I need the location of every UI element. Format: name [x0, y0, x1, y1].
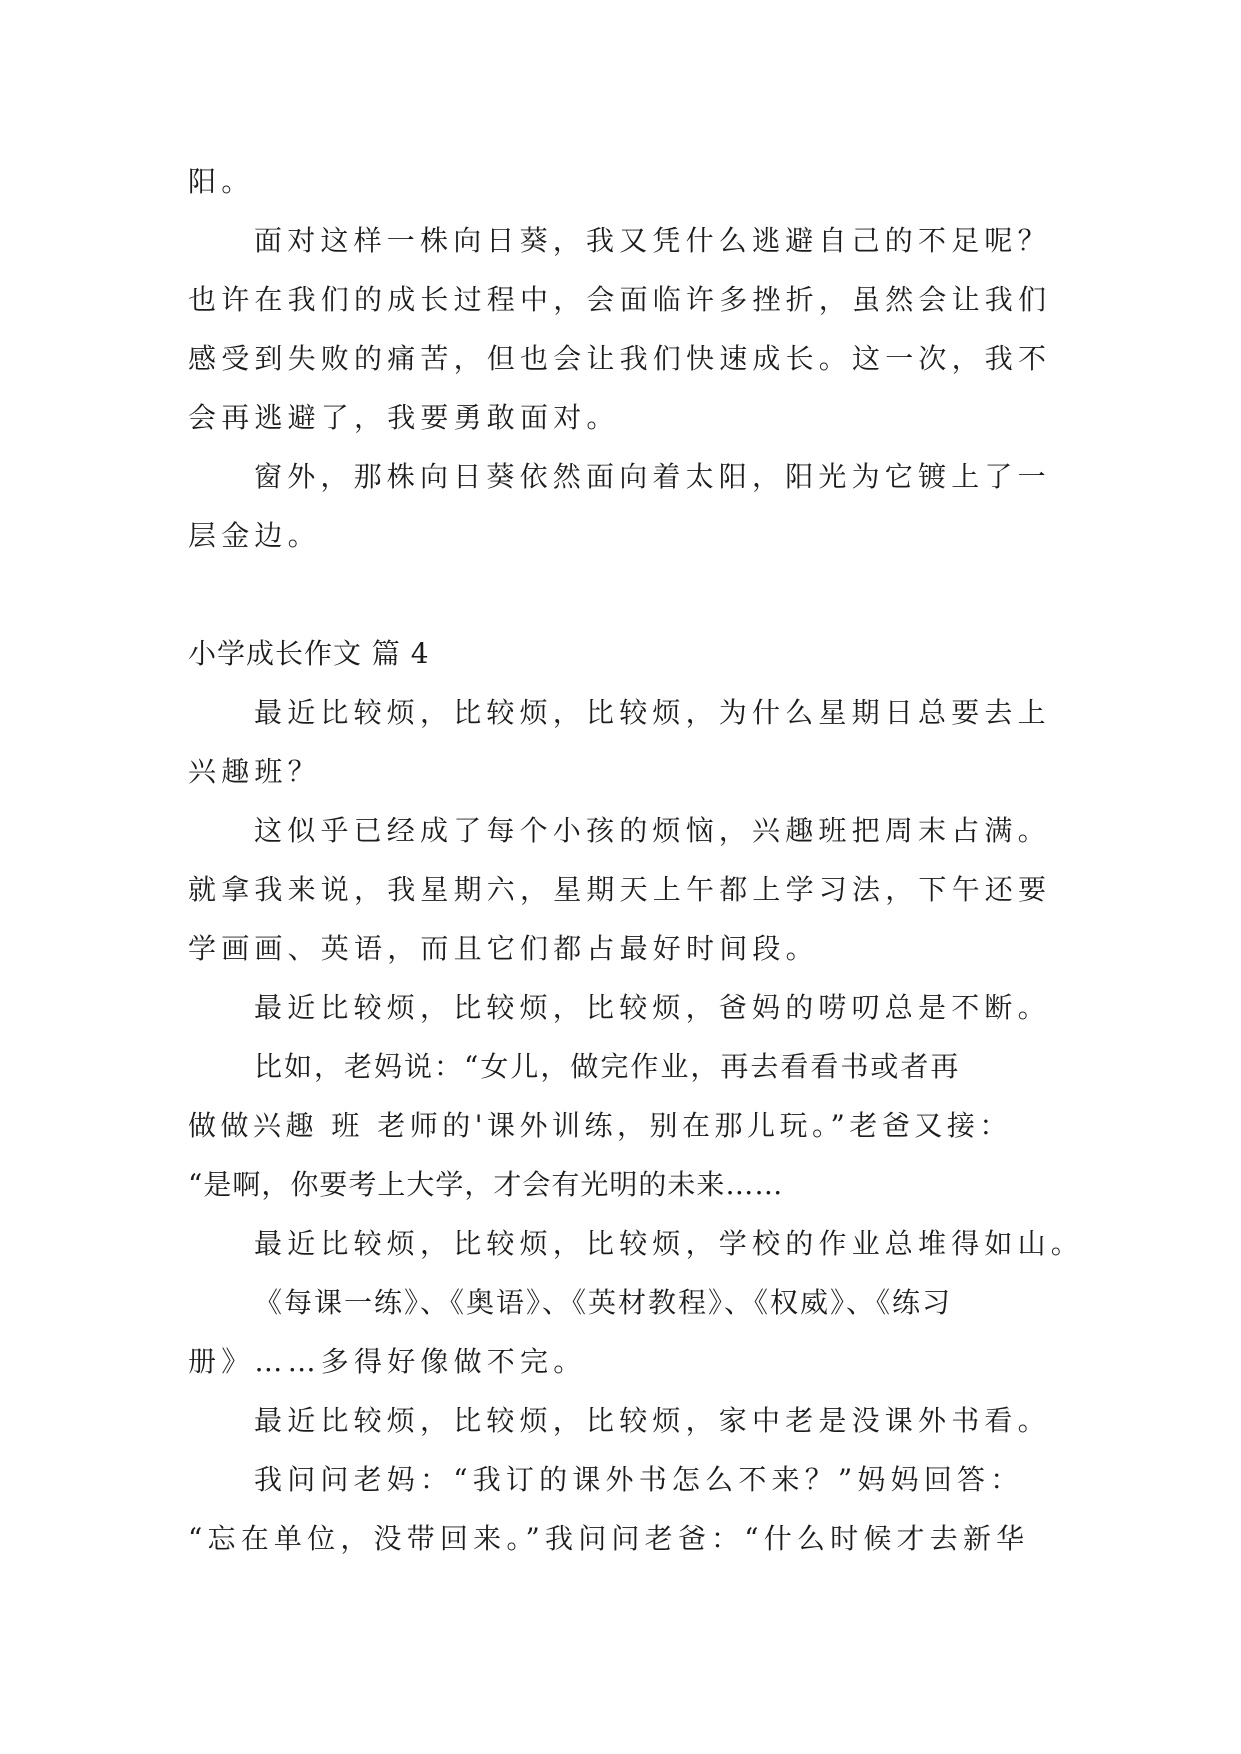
text-line: 最近比较烦，比较烦，比较烦，家中老是没课外书看。 [254, 1404, 1051, 1437]
continued-paragraph [188, 152, 1068, 211]
text-line: 就拿我来说，我星期六，星期天上午都上学习法，下午还要 [188, 873, 1052, 906]
text-line: 面对这样一株向日葵，我又凭什么逃避自己的不足呢？ [254, 224, 1051, 257]
text-line: 这似乎已经成了每个小孩的烦恼，兴趣班把周末占满。 [254, 814, 1051, 847]
paragraph [188, 1450, 1068, 1568]
text-line: 感受到失败的痛苦，但也会让我们快速成长。这一次，我不 [188, 342, 1052, 375]
essay-heading: 小学成长作文 篇 4 [188, 637, 430, 670]
text-line: 会再逃避了，我要勇敢面对。 [188, 401, 620, 434]
text-line: 最近比较烦，比较烦，比较烦，学校的作业总堆得如山。 [254, 1227, 1085, 1260]
paragraph [188, 447, 1068, 565]
paragraph [188, 1214, 1085, 1273]
paragraph [188, 978, 1068, 1037]
text-line: 阳。 [188, 165, 255, 198]
text-line: “忘在单位，没带回来。”我问问老爸：“什么时候才去新华 [188, 1522, 1030, 1555]
paragraph [188, 683, 1068, 801]
document-body [188, 152, 1085, 1568]
text-line: 最近比较烦，比较烦，比较烦，爸妈的唠叨总是不断。 [254, 991, 1051, 1024]
text-line: 最近比较烦，比较烦，比较烦，为什么星期日总要去上 [254, 696, 1051, 729]
text-line: 兴趣班？ [188, 755, 321, 788]
text-line: 窗外，那株向日葵依然面向着太阳，阳光为它镀上了一 [254, 460, 1051, 493]
paragraph [188, 1037, 1068, 1214]
text-line: 比如，老妈说：“女儿，做完作业，再去看看书或者再 [254, 1050, 961, 1083]
text-line: 做做兴趣 班 老师的'课外训练，别在那儿玩。”老爸又接： [188, 1109, 1012, 1142]
text-line: “是啊，你要考上大学，才会有光明的未来…… [188, 1168, 784, 1201]
text-line: 《每课一练》、《奥语》、《英材教程》、《权威》、《练习 [254, 1286, 953, 1319]
paragraph [188, 1273, 1068, 1391]
text-line: 层金边。 [188, 519, 321, 552]
paragraph [188, 1391, 1068, 1450]
text-line: 学画画、英语，而且它们都占最好时间段。 [188, 932, 819, 965]
text-line: 我问问老妈：“我订的课外书怎么不来？”妈妈回答： [254, 1463, 1024, 1496]
paragraph [188, 211, 1068, 447]
text-line: 也许在我们的成长过程中，会面临许多挫折，虽然会让我们 [188, 283, 1052, 316]
text-line: 册》……多得好像做不完。 [188, 1345, 587, 1378]
paragraph [188, 801, 1068, 978]
